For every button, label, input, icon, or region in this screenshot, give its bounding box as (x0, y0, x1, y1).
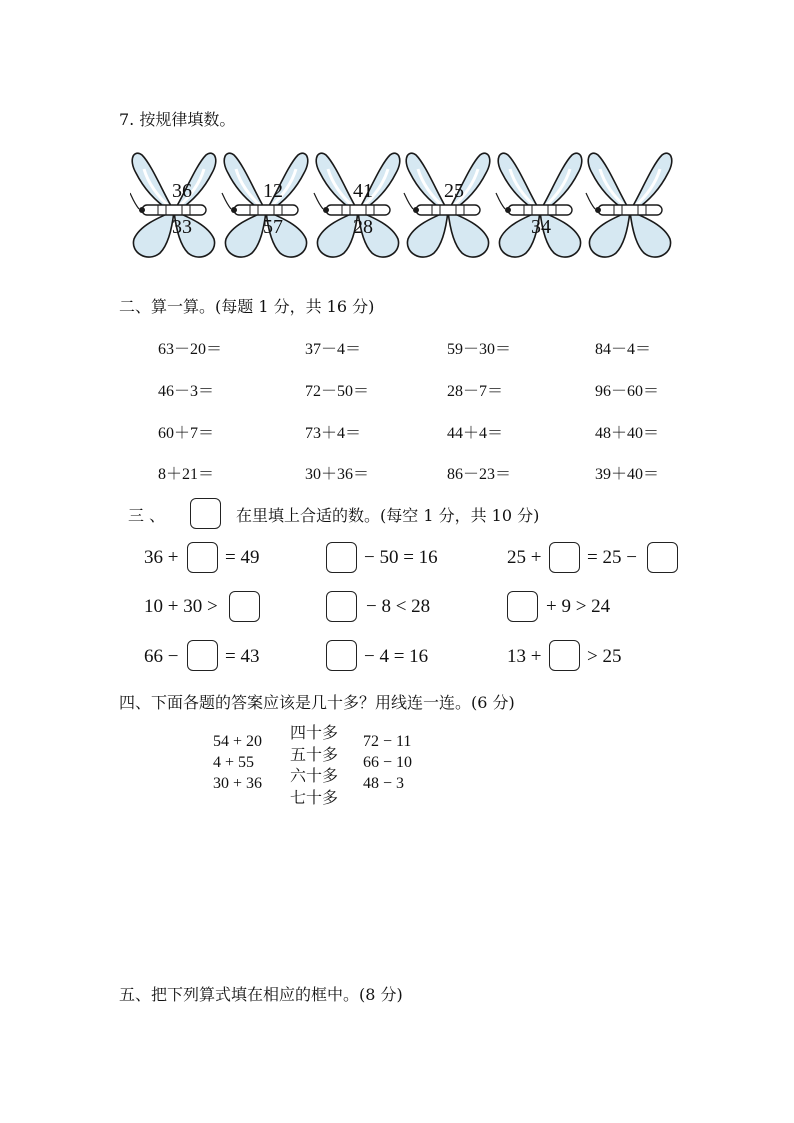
eq-text: 10 + 30 > (144, 596, 218, 617)
eq-text: + 9 > 24 (546, 596, 611, 617)
calc-item: 46－3＝ (158, 383, 215, 400)
eq-text: = 43 (225, 646, 260, 667)
answer-box[interactable] (326, 640, 357, 671)
answer-box[interactable] (647, 542, 678, 573)
answer-box[interactable] (187, 542, 218, 573)
calc-item: 39＋40＝ (595, 466, 660, 483)
butterfly-1-top: 36 (172, 180, 192, 202)
section2-title: 二、算一算。(每题 1 分，共 16 分) (119, 297, 375, 316)
match-left-item[interactable]: 54 + 20 (213, 733, 263, 750)
section5-title: 五、把下列算式填在相应的框中。(8 分) (119, 985, 403, 1004)
butterfly-1-bottom: 33 (172, 216, 192, 238)
calc-item: 60＋7＝ (158, 425, 215, 442)
section4-title: 四、下面各题的答案应该是几十多？用线连一连。(6 分) (119, 693, 515, 712)
butterfly-5-bottom: 34 (531, 216, 551, 238)
calc-item: 37－4＝ (305, 341, 362, 358)
section3-title-suffix: 在里填上合适的数。(每空 1 分，共 10 分) (236, 506, 540, 525)
match-right-item[interactable]: 66 − 10 (363, 754, 413, 771)
match-middle-item[interactable]: 四十多 (290, 725, 339, 742)
answer-box[interactable] (326, 542, 357, 573)
eq-text: − 8 < 28 (366, 596, 431, 617)
answer-box[interactable] (229, 591, 260, 622)
calc-item: 72－50＝ (305, 383, 370, 400)
calc-item: 8＋21＝ (158, 466, 215, 483)
butterfly-3-top: 41 (353, 180, 373, 202)
calc-item: 59－30＝ (447, 341, 512, 358)
calc-item: 48＋40＝ (595, 425, 660, 442)
eq-text: − 4 = 16 (364, 646, 429, 667)
calc-item: 63－20＝ (158, 341, 223, 358)
butterfly-row (130, 143, 684, 275)
eq-text: = 49 (225, 547, 260, 568)
match-right-item[interactable]: 48 − 3 (363, 775, 405, 792)
eq-text: 25 + (507, 547, 542, 568)
eq-text: 36 + (144, 547, 179, 568)
calc-item: 73＋4＝ (305, 425, 362, 442)
calc-item: 30＋36＝ (305, 466, 370, 483)
answer-box[interactable] (187, 640, 218, 671)
match-right-item[interactable]: 72 − 11 (363, 733, 412, 750)
answer-box[interactable] (549, 640, 580, 671)
calc-item: 28－7＝ (447, 383, 504, 400)
eq-text: − 50 = 16 (364, 547, 438, 568)
section3-title-prefix: 三 、 (128, 506, 166, 525)
calc-item: 44＋4＝ (447, 425, 504, 442)
answer-box[interactable] (549, 542, 580, 573)
q7-title: 7. 按规律填数。 (119, 110, 236, 129)
butterfly-2-top: 12 (263, 180, 283, 202)
eq-text: = 25 − (587, 547, 637, 568)
match-left-item[interactable]: 4 + 55 (213, 754, 255, 771)
eq-text: 66 − (144, 646, 179, 667)
butterfly-3-bottom: 28 (353, 216, 373, 238)
calc-item: 84－4＝ (595, 341, 652, 358)
match-middle-item[interactable]: 七十多 (290, 790, 339, 807)
answer-box[interactable] (507, 591, 538, 622)
calc-item: 86－23＝ (447, 466, 512, 483)
calc-item: 96－60＝ (595, 383, 660, 400)
butterfly-2-bottom: 57 (263, 216, 283, 238)
match-middle-item[interactable]: 六十多 (290, 768, 339, 785)
match-left-item[interactable]: 30 + 36 (213, 775, 263, 792)
eq-text: 13 + (507, 646, 542, 667)
answer-box[interactable] (326, 591, 357, 622)
match-middle-item[interactable]: 五十多 (290, 747, 339, 764)
sample-blank-box (190, 498, 221, 529)
butterfly-4-top: 25 (444, 180, 464, 202)
eq-text: > 25 (587, 646, 622, 667)
